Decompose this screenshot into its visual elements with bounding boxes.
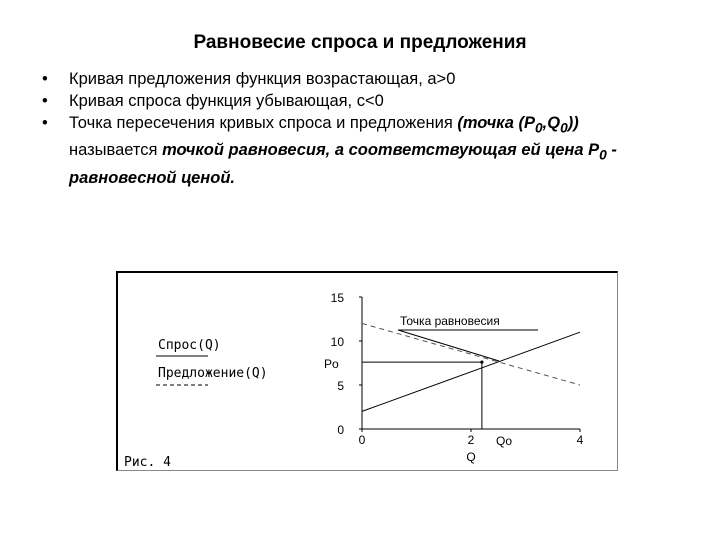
bullet-text-part: (точка (P (457, 114, 536, 132)
bullet-supply: • Кривая предложения функция возрастающая, a>0 (40, 68, 660, 90)
legend-supply-label: Предложение(Q) (158, 366, 268, 381)
bullet-list (40, 68, 660, 189)
bullet-text-part: точкой равновесия, а соответствующая ей цена P (162, 141, 600, 160)
annotation-leader (398, 330, 499, 361)
y-tick-label: 5 (337, 379, 344, 393)
equilibrium-annotation: Точка равновесия (400, 314, 500, 328)
dashed-series-line (362, 323, 580, 385)
x-tick-label: 0 (358, 433, 366, 447)
y-tick-label: 0 (337, 423, 344, 437)
x-axis-label: Q (466, 450, 476, 464)
bullet-text-part: называется (69, 141, 163, 160)
bullet-subscript: 0 (599, 147, 607, 163)
bullet-subscript: 0 (535, 120, 543, 136)
solid-series-line (362, 332, 580, 411)
y-tick-label: 10 (330, 335, 344, 349)
bullet-text-part: - равновесной ценой. (69, 141, 617, 187)
bullet-subscript: 0 (560, 120, 568, 136)
figure-caption: Рис. 4 (124, 455, 171, 470)
legend-demand-label: Спрос(Q) (158, 338, 221, 353)
bullet-equilibrium (40, 112, 660, 189)
bullet-demand: • Кривая спроса функция убывающая, c<0 (40, 90, 660, 112)
q0-label: Qo (496, 434, 513, 448)
figure-box (116, 271, 618, 471)
equilibrium-point (480, 361, 483, 364)
figure-svg (118, 273, 620, 473)
x-tick-label: 4 (576, 433, 584, 447)
bullet-text-part: Точка пересечения кривых спроса и предложения (69, 114, 458, 132)
bullet-text-part: )) (567, 114, 579, 132)
slide-title: Равновесие спроса и предложения (193, 32, 527, 53)
x-tick-label: 2 (467, 433, 475, 447)
p0-label: Po (324, 357, 339, 371)
bullet-text-part: ,Q (542, 114, 561, 132)
y-tick-label: 15 (330, 291, 344, 305)
